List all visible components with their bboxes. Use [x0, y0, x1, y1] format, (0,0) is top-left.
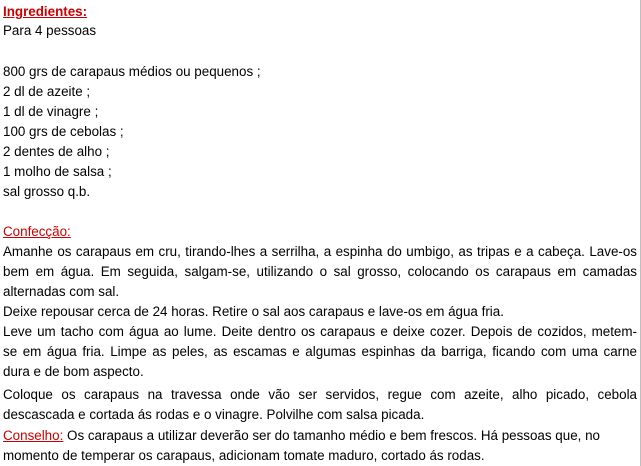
ingredient-item: sal grosso q.b. — [3, 184, 91, 199]
ingredient-item: 1 dl de vinagre ; — [3, 104, 99, 119]
advice-line: momento de temperar os carapaus, adicionam tomate maduro, cortado ás rodas. — [3, 448, 485, 463]
preparation-line: descascada e cortada ás rodas e o vinagre. Polvilhe com salsa picada. — [3, 407, 425, 422]
preparation-line: alternadas com sal. — [3, 284, 120, 299]
ingredients-heading: Ingredientes: — [3, 4, 88, 19]
ingredient-item: 2 dentes de alho ; — [3, 144, 110, 159]
preparation-line: dura e de bom aspecto. — [3, 364, 144, 379]
preparation-line: Amanhe os carapaus em cru, tirando-lhes a serrilha, a espinha do umbigo, as tripas e a cabeça. Lave-os — [3, 244, 637, 259]
preparation-line: Leve um tacho com água ao lume. Deite dentro os carapaus e deixe cozer. Depois de cozidos, metem- — [3, 324, 637, 339]
preparation-line: Deixe repousar cerca de 24 horas. Retire o sal aos carapaus e lave-os em água fria. — [3, 304, 504, 319]
preparation-line: se em água fria. Limpe as peles, as escamas e algumas espinhas da barriga, ficando com uma carne — [3, 344, 637, 359]
servings-text: Para 4 pessoas — [3, 23, 97, 38]
ingredient-item: 2 dl de azeite ; — [3, 84, 91, 99]
ingredient-item: 1 molho de salsa ; — [3, 164, 112, 179]
preparation-line: bem em água. Em seguida, salgam-se, utilizando o sal grosso, colocando os carapaus em camadas — [3, 264, 637, 279]
advice-line — [3, 426, 637, 446]
advice-heading: Conselho: — [3, 428, 64, 443]
preparation-heading: Confecção: — [3, 224, 71, 239]
preparation-line: Coloque os carapaus na travessa onde vão ser servidos, regue com azeite, alho picado, cebola — [3, 387, 637, 402]
ingredient-item: 800 grs de carapaus médios ou pequenos ; — [3, 64, 261, 79]
ingredient-item: 100 grs de cebolas ; — [3, 124, 124, 139]
advice-text: Os carapaus a utilizar deverão ser do tamanho médio e bem frescos. Há pessoas que, no — [63, 428, 600, 443]
